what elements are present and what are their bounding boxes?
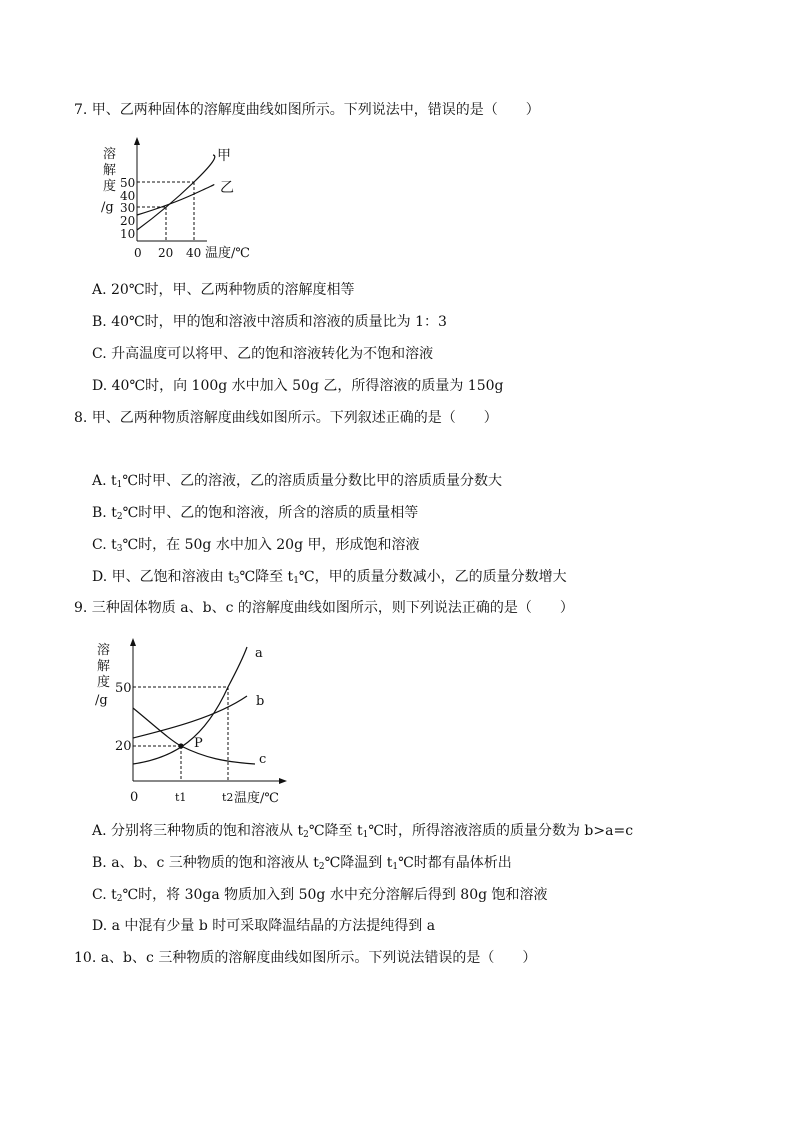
q9-option-a: A. 分别将三种物质的饱和溶液从 $t_2℃$降至 $t_1℃$时，所得溶液溶质的质量分数为 b>a=c <box>92 823 634 840</box>
q9-xtick-0: 0 <box>130 790 139 805</box>
q9-option-c: C. $t_2℃$时，将 30ga 物质加入到 50g 水中充分溶解后得到 80g 饱和溶液 <box>92 887 548 904</box>
q7-label-jia: 甲 <box>217 148 231 164</box>
q7-y-arrow <box>134 137 140 145</box>
q9-ylabel-3: 度 <box>97 675 111 690</box>
q7-ylabel-2: 解 <box>103 163 117 178</box>
q7-ytick-10: 10 <box>120 227 136 241</box>
q8-option-b: B. $t_2℃$时甲、乙的饱和溶液，所含的溶质的质量相等 <box>92 505 419 522</box>
q9-curve-b <box>133 696 247 738</box>
q7-xtick-20: 20 <box>158 246 174 260</box>
q9-x-arrow <box>279 778 287 784</box>
q7-ytick-30: 30 <box>120 201 136 215</box>
q8-option-a: A. $t_1℃$时甲、乙的溶液，乙的溶质质量分数比甲的溶质质量分数大 <box>92 473 503 490</box>
q9-option-b: B. a、b、c 三种物质的饱和溶液从 $t_2℃$降温到 $t_1℃$时都有晶体析出 <box>92 855 512 872</box>
q7-curve-jia <box>137 155 215 230</box>
q7-xtick-40: 40 <box>186 246 202 260</box>
q7-option-a: A. 20℃时，甲、乙两种物质的溶解度相等 <box>92 282 355 298</box>
q9-solubility-chart <box>95 640 295 810</box>
q9-point-p <box>178 743 183 748</box>
q9-xlabel: 温度/℃ <box>234 791 279 806</box>
q9-label-c: c <box>259 752 267 767</box>
q8-option-d: D. 甲、乙饱和溶液由 $t_3℃$降至 $t_1℃$，甲的质量分数减小，乙的质量分数增大 <box>92 569 567 586</box>
q7-option-d: D. 40℃时，向 100g 水中加入 50g 乙，所得溶液的质量为 150g <box>92 378 504 394</box>
q9-point-p-label: P <box>194 736 203 751</box>
q9-ylabel-2: 解 <box>97 659 111 674</box>
q9-label-a: a <box>255 646 263 661</box>
q7-xtick-0: 0 <box>134 246 142 260</box>
q7-xlabel: 温度/℃ <box>205 246 250 261</box>
q9-option-d: D. a 中混有少量 b 时可采取降温结晶的方法提纯得到 a <box>92 918 436 934</box>
q9-ytick-20: 20 <box>115 739 132 754</box>
q7-ytick-40: 40 <box>120 189 136 203</box>
q9-label-b: b <box>256 694 265 709</box>
q7-ylabel-3: 度 <box>103 179 117 194</box>
q7-option-b: B. 40℃时，甲的饱和溶液中溶质和溶液的质量比为 1：3 <box>92 314 447 330</box>
q9-y-arrow <box>130 638 136 646</box>
q9-ylabel-4: /g <box>95 693 108 708</box>
q7-ylabel-1: 溶 <box>103 147 117 162</box>
question-9-stem: 9. 三种固体物质 a、b、c 的溶解度曲线如图所示，则下列说法正确的是（ ） <box>74 600 574 616</box>
q7-option-c: C. 升高温度可以将甲、乙的饱和溶液转化为不饱和溶液 <box>92 346 434 362</box>
question-8-stem: 8. 甲、乙两种物质溶解度曲线如图所示。下列叙述正确的是（ ） <box>74 410 498 426</box>
q9-xtick-t2: t2 <box>222 791 234 804</box>
q9-xtick-t1: t1 <box>175 791 187 804</box>
q7-label-yi: 乙 <box>220 180 234 196</box>
q9-ytick-50: 50 <box>115 681 132 696</box>
q7-ytick-50: 50 <box>120 176 136 190</box>
q7-ylabel-4: /g <box>101 200 114 215</box>
question-10-stem: 10. a、b、c 三种物质的溶解度曲线如图所示。下列说法错误的是（ ） <box>74 950 537 966</box>
q7-ytick-20: 20 <box>120 214 136 228</box>
q9-ylabel-1: 溶 <box>97 643 111 658</box>
q8-option-c: C. $t_3℃$时，在 50g 水中加入 20g 甲，形成饱和溶液 <box>92 537 420 554</box>
question-7-stem: 7. 甲、乙两种固体的溶解度曲线如图所示。下列说法中，错误的是（ ） <box>74 102 540 118</box>
q7-solubility-chart <box>95 140 265 265</box>
